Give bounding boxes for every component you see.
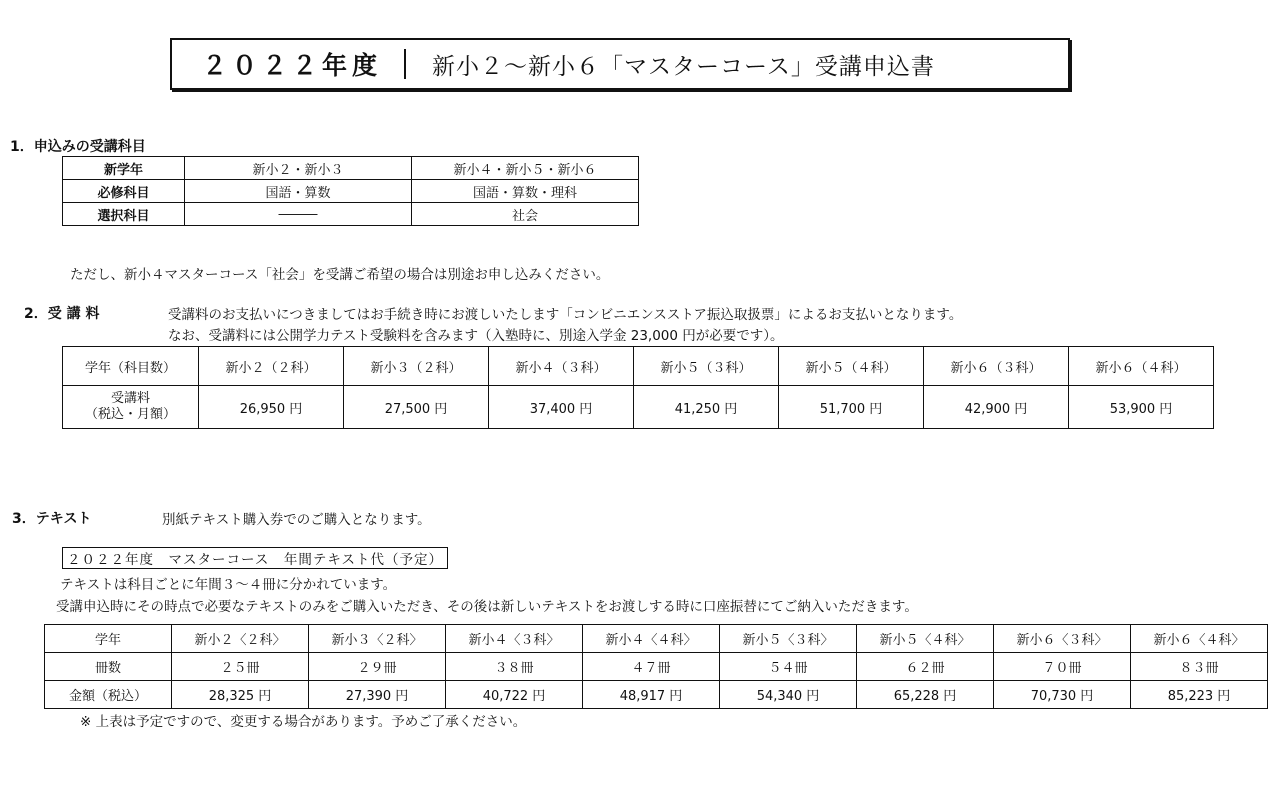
table-cell: 学年: [45, 625, 172, 653]
table-cell: 必修科目: [63, 180, 185, 203]
subjects-table: [62, 156, 639, 226]
table-cell: 27,390 円: [309, 681, 446, 709]
section1-heading: 1．申込みの受講科目: [10, 139, 146, 155]
title-year: ２０２２年度: [172, 49, 406, 79]
section3-intro: 別紙テキスト購入券でのご購入となります。: [162, 512, 431, 528]
table-cell: [63, 386, 199, 429]
table-cell: 新小６（３科）: [924, 347, 1069, 386]
table-cell: ７０冊: [994, 653, 1131, 681]
table-cell: ―――: [185, 203, 412, 226]
table-cell: 冊数: [45, 653, 172, 681]
table-cell: 新小２（２科）: [199, 347, 344, 386]
section3-line2: 受講申込時にその時点で必要なテキストのみをご購入いただき、その後は新しいテキストをお渡しする時に口座振替にてご納入いただきます。: [56, 599, 918, 615]
table-row: [63, 157, 639, 180]
table-cell: 国語・算数: [185, 180, 412, 203]
section2-heading: 2．受 講 料: [24, 306, 100, 322]
table-cell: ２９冊: [309, 653, 446, 681]
table-cell: 85,223 円: [1131, 681, 1268, 709]
table-cell: 新小４・新小５・新小６: [412, 157, 639, 180]
table-cell: 37,400 円: [489, 386, 634, 429]
table-cell: 国語・算数・理科: [412, 180, 639, 203]
table-cell: 54,340 円: [720, 681, 857, 709]
section3-heading: 3．テキスト: [12, 511, 92, 527]
table-cell: 40,722 円: [446, 681, 583, 709]
table-cell: 26,950 円: [199, 386, 344, 429]
table-cell: 新小５（３科）: [634, 347, 779, 386]
table-cell: 新小６〈３科〉: [994, 625, 1131, 653]
table-cell: ６２冊: [857, 653, 994, 681]
table-row: [45, 625, 1268, 653]
table-cell: 新小４〈３科〉: [446, 625, 583, 653]
table-cell: ８３冊: [1131, 653, 1268, 681]
document-title: [170, 38, 1070, 90]
footnote: ※ 上表は予定ですので、変更する場合があります。予めご了承ください。: [80, 714, 527, 730]
fee-row-sublabel: （税込・月額）: [84, 407, 176, 422]
table-cell: 新小５（４科）: [779, 347, 924, 386]
table-cell: 42,900 円: [924, 386, 1069, 429]
table-cell: 51,700 円: [779, 386, 924, 429]
textbook-table: [44, 624, 1268, 709]
table-cell: 金額（税込）: [45, 681, 172, 709]
table-cell: 53,900 円: [1069, 386, 1214, 429]
table-cell: ５４冊: [720, 653, 857, 681]
table-row: [63, 203, 639, 226]
table-cell: 新小５〈３科〉: [720, 625, 857, 653]
table-cell: 70,730 円: [994, 681, 1131, 709]
table-cell: ３８冊: [446, 653, 583, 681]
table-row: [63, 347, 1214, 386]
table-cell: 28,325 円: [172, 681, 309, 709]
table-cell: 新小６（４科）: [1069, 347, 1214, 386]
table-cell: ２５冊: [172, 653, 309, 681]
table-row: [63, 180, 639, 203]
table-cell: 新小４〈４科〉: [583, 625, 720, 653]
table-cell: 新小３（２科）: [344, 347, 489, 386]
section2-line2: なお、受講料には公開学力テスト受験料を含みます（入塾時に、別途入学金 23,000 円が必要です）。: [168, 328, 784, 344]
section1-note: ただし、新小４マスターコース「社会」を受講ご希望の場合は別途お申し込みください。: [70, 267, 610, 283]
text-fee-box-title: ２０２２年度 マスターコース 年間テキスト代（予定）: [62, 547, 448, 569]
table-cell: 新小２〈２科〉: [172, 625, 309, 653]
table-cell: 学年（科目数）: [63, 347, 199, 386]
table-cell: 27,500 円: [344, 386, 489, 429]
table-cell: 41,250 円: [634, 386, 779, 429]
fee-row-label: 受講料: [110, 391, 150, 406]
table-cell: 65,228 円: [857, 681, 994, 709]
table-row: [63, 386, 1214, 429]
table-cell: 新小６〈４科〉: [1131, 625, 1268, 653]
table-cell: 社会: [412, 203, 639, 226]
table-row: [45, 653, 1268, 681]
table-cell: 新小４（３科）: [489, 347, 634, 386]
table-cell: ４７冊: [583, 653, 720, 681]
table-cell: 新小５〈４科〉: [857, 625, 994, 653]
section3-line1: テキストは科目ごとに年間３～４冊に分かれています。: [60, 577, 397, 593]
section2-line1: 受講料のお支払いにつきましてはお手続き時にお渡しいたします「コンビニエンスストア振込取扱票」によるお支払いとなります。: [168, 307, 963, 323]
table-cell: 選択科目: [63, 203, 185, 226]
fees-table: [62, 346, 1214, 429]
title-main: 新小２～新小６「マスターコース」受講申込書: [432, 53, 935, 80]
table-row: [45, 681, 1268, 709]
table-cell: 48,917 円: [583, 681, 720, 709]
table-cell: 新学年: [63, 157, 185, 180]
table-cell: 新小３〈２科〉: [309, 625, 446, 653]
table-cell: 新小２・新小３: [185, 157, 412, 180]
